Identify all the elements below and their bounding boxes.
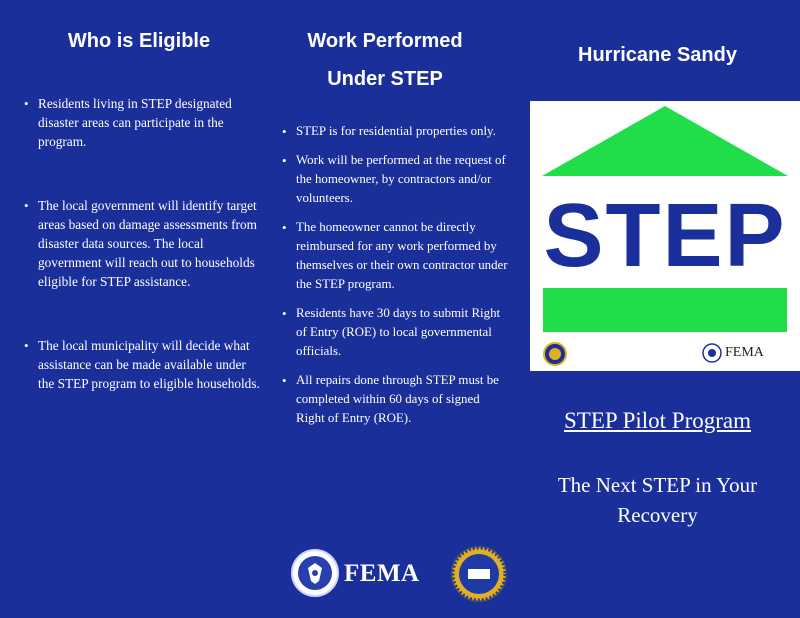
list-item: • The local government will identify target areas based on damage assessments from disaster data sources. The local government will reach out to households eligible for STEP assistance. [24, 196, 260, 291]
heading-line-1: Work Performed [307, 30, 463, 52]
dhs-seal-icon [290, 548, 340, 598]
fema-wordmark: FEMA [344, 560, 420, 587]
list-item: • STEP is for residential properties only. [282, 122, 508, 141]
oem-small-seal-icon [543, 342, 567, 366]
hurricane-sandy-heading: Hurricane Sandy [578, 44, 737, 66]
work-list [282, 122, 508, 438]
green-bar [543, 288, 787, 332]
step-logo-word: STEP [543, 186, 787, 286]
list-item: • The homeowner cannot be directly reimbursed for any work performed by themselves or their own contractor under the STEP program. [282, 218, 508, 294]
list-item: • All repairs done through STEP must be completed within 60 days of signed Right of Entry (ROE). [282, 371, 508, 428]
list-item: • Residents living in STEP designated disaster areas can participate in the program. [24, 94, 260, 151]
list-item: • The local municipality will decide what assistance can be made available under the STEP program to eligible households. [24, 336, 260, 393]
oem-seal-icon [450, 545, 508, 603]
eligibility-list [24, 94, 260, 438]
bottom-logos [290, 540, 520, 610]
work-performed-heading [270, 24, 500, 96]
small-fema-label: FEMA [725, 345, 764, 360]
list-item: • Work will be performed at the request of the homeowner, by contractors and/or volunteers. [282, 151, 508, 208]
list-item: • Residents have 30 days to submit Right of Entry (ROE) to local governmental officials. [282, 304, 508, 361]
step-logo-card [530, 101, 800, 371]
who-is-eligible-heading: Who is Eligible [67, 30, 211, 52]
roof-triangle [542, 106, 788, 176]
heading-line-2: Under STEP [327, 68, 443, 90]
dhs-small-seal-icon [702, 343, 722, 363]
next-step-tagline: The Next STEP in Your Recovery [557, 473, 758, 527]
pilot-program-title: STEP Pilot Program [564, 408, 751, 433]
